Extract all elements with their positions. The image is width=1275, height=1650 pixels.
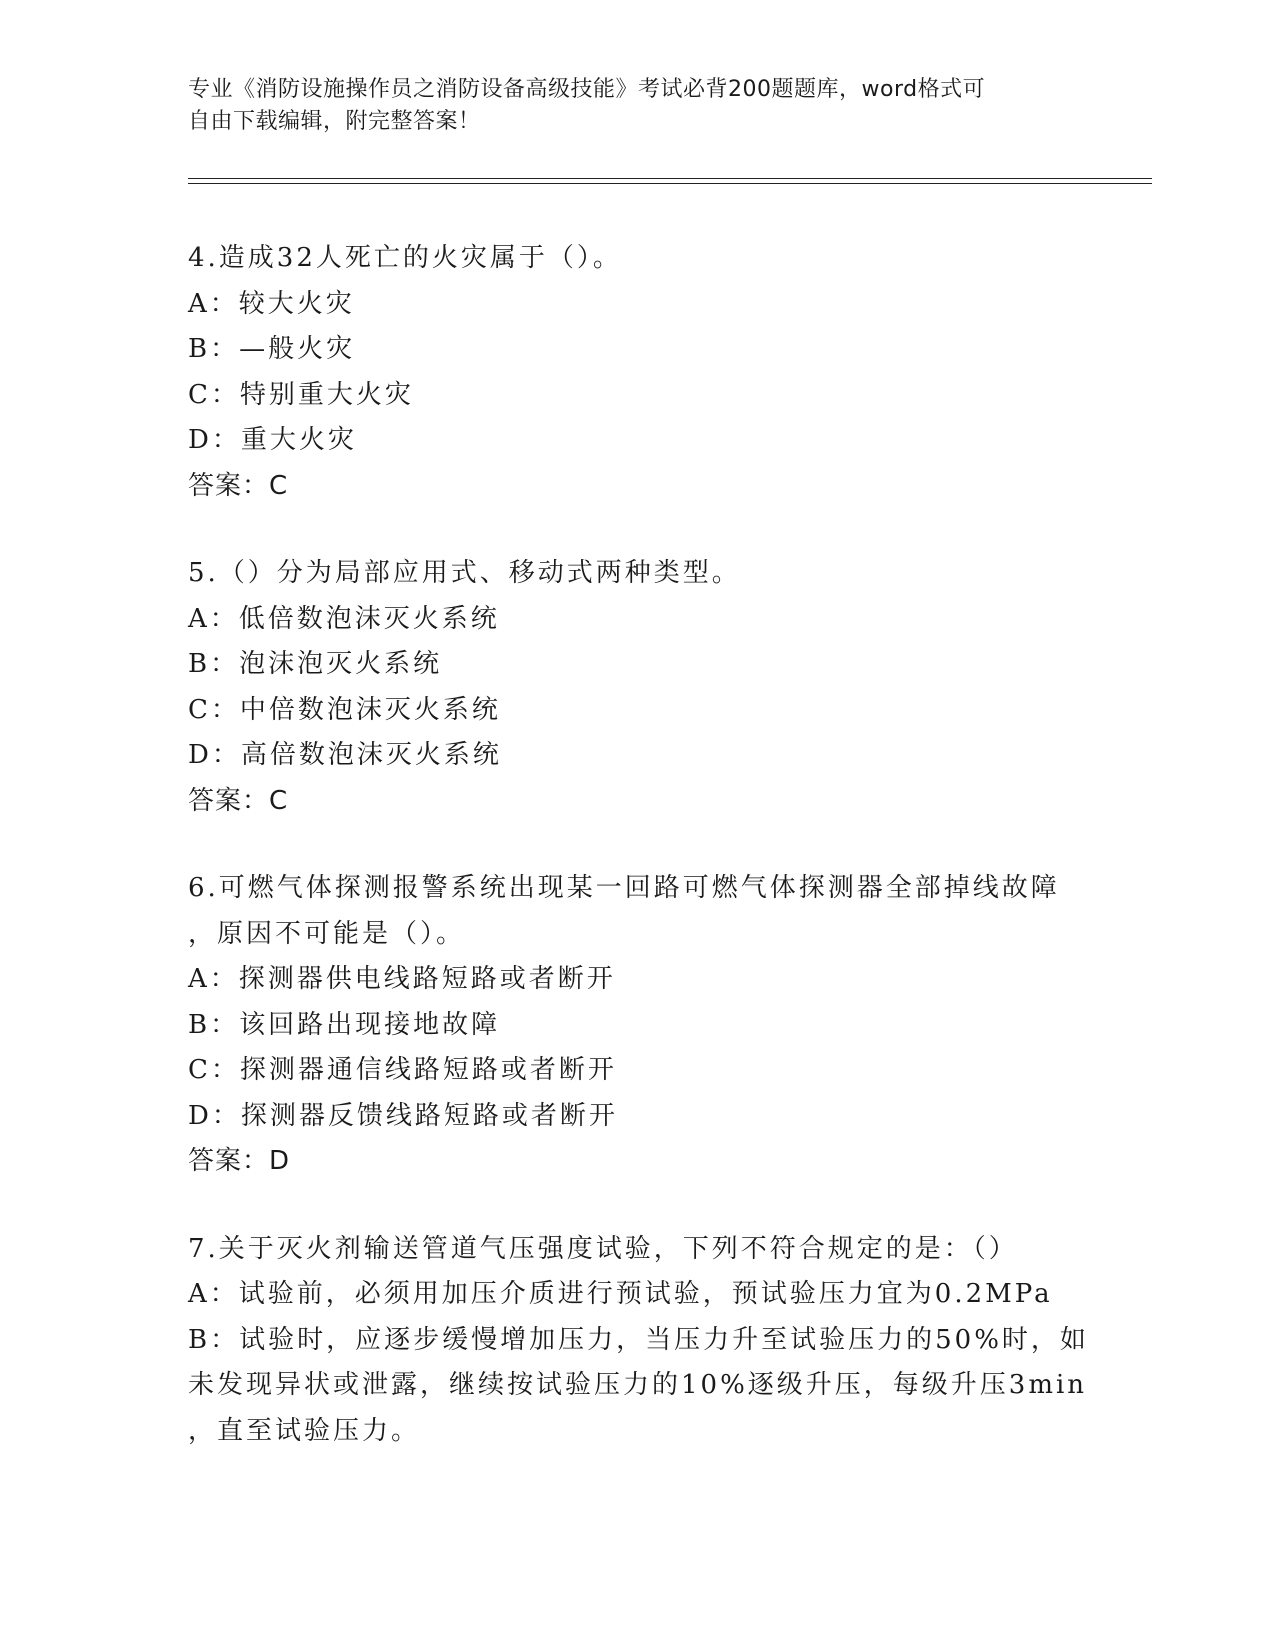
question-stem: 4.造成32人死亡的火灾属于（）。: [188, 243, 622, 273]
answer-label: 答案：C: [188, 785, 289, 816]
question-4: [188, 236, 1088, 509]
question-6: [188, 866, 1088, 1185]
question-stem-continued: ，原因不可能是（）。: [188, 918, 466, 949]
answer-label: 答案：D: [188, 1146, 291, 1176]
option-c: C：中倍数泡沫灭火系统: [188, 694, 501, 725]
option-c: C：探测器通信线路短路或者断开: [188, 1055, 617, 1085]
option-b: B：—般火灾: [188, 334, 356, 364]
option-a: A：试验前，必须用加压介质进行预试验，预试验压力宜为0.2MPa: [188, 1279, 1053, 1309]
header-rule-bottom: [188, 183, 1152, 184]
option-a: A：较大火灾: [188, 288, 355, 319]
option-d: D：高倍数泡沫灭火系统: [188, 740, 502, 770]
header-rule-top: [188, 178, 1152, 179]
question-stem: 6.可燃气体探测报警系统出现某一回路可燃气体探测器全部掉线故障: [188, 873, 1060, 903]
question-stem: 7.关于灭火剂输送管道气压强度试验，下列不符合规定的是：（）: [188, 1233, 1018, 1264]
header-line-2: 自由下载编辑，附完整答案！: [188, 109, 481, 134]
option-a: A：探测器供电线路短路或者断开: [188, 964, 616, 994]
option-d: D：探测器反馈线路短路或者断开: [188, 1100, 618, 1131]
option-b-continued: 未发现异状或泄露，继续按试验压力的10%逐级升压，每级升压3min: [188, 1370, 1088, 1400]
option-b-continued-2: ，直至试验压力。: [188, 1415, 421, 1446]
option-b: B：试验时，应逐步缓慢增加压力，当压力升至试验压力的50%时，如: [188, 1324, 1089, 1355]
option-d: D：重大火灾: [188, 425, 357, 455]
question-5: [188, 551, 1088, 824]
document-header: [188, 74, 1088, 138]
option-b: B：该回路出现接地故障: [188, 1009, 501, 1040]
option-b: B：泡沫泡灭火系统: [188, 649, 443, 679]
option-c: C：特别重大火灾: [188, 379, 414, 410]
question-stem: 5.（）分为局部应用式、移动式两种类型。: [188, 558, 741, 588]
option-a: A：低倍数泡沫灭火系统: [188, 603, 500, 634]
question-list: [188, 236, 1088, 1496]
answer-label: 答案：C: [188, 470, 289, 501]
question-7: [188, 1227, 1088, 1455]
header-line-1: 专业《消防设施操作员之消防设备高级技能》考试必背200题题库，word格式可: [188, 77, 986, 102]
